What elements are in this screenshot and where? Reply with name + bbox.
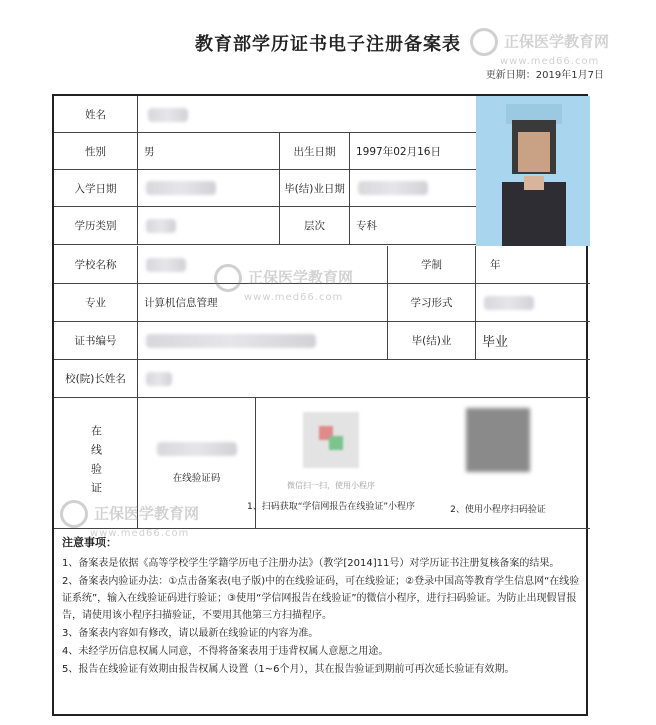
school-label: 学校名称 [54, 246, 138, 283]
watermark: 正保医学教育网 www.med66.com [214, 264, 353, 303]
major-label: 专业 [54, 284, 138, 321]
notes-section [62, 534, 582, 679]
step2-text: 2、使用小程序扫码验证 [450, 505, 546, 515]
birth-label: 出生日期 [280, 133, 350, 169]
cert-no-value [138, 322, 388, 359]
step1-text: 1、扫码获取“学信网报告在线验证”小程序 [246, 502, 416, 512]
enroll-value [138, 170, 280, 206]
president-redacted [146, 372, 172, 386]
edu-type-value [138, 207, 280, 244]
row-president [54, 360, 590, 398]
watermark: 正保医学教育网 www.med66.com [470, 28, 609, 67]
step1-cell [246, 398, 416, 528]
note-item: 2、备案表内验证办法：①点击备案表(电子版)中的在线验证码，可在线验证；②登录中国高等教育学生信息网“在线验证系统”，输入在线验证码进行验证；③使用“学信网报告在线验证”的微信小程序，进行扫码验证。为防止出现假冒报告，请使用该小程序扫描验证，不要用其他第三方扫描程序。 [62, 576, 580, 621]
major-value: 计算机信息管理 [138, 284, 388, 321]
notes-title: 注意事项： [62, 536, 117, 549]
study-form-label: 学习形式 [388, 284, 476, 321]
row-dates [54, 170, 476, 207]
step2-cell [406, 398, 590, 528]
row-edu-type [54, 207, 476, 245]
duration-label: 学制 [388, 246, 476, 283]
verify-qr-icon [466, 408, 530, 472]
study-form-value [476, 284, 590, 321]
note-item: 3、备案表内容如有修改，请以最新在线验证的内容为准。 [62, 628, 319, 639]
grad-date-label: 毕(结)业日期 [280, 170, 350, 206]
row-cert [54, 322, 590, 360]
birth-value: 1997年02月16日 [356, 145, 441, 158]
name-redacted [148, 108, 188, 122]
note-item: 5、报告在线验证有效期由报告权属人设置（1~6个月），其在报告验证到期前可再次延长验证有效期。 [62, 664, 515, 675]
row-gender [54, 133, 476, 170]
note-item: 1、备案表是依据《高等学校学生学籍学历电子注册办法》（教学[2014]11号）对学历证书注册复核备案的结果。 [62, 558, 560, 569]
update-date: 更新日期：2019年1月7日 [485, 70, 604, 81]
grad-label: 毕(结)业 [388, 322, 476, 359]
registration-form [52, 94, 588, 716]
edu-type-label: 学历类别 [54, 207, 138, 244]
gender-label: 性别 [54, 133, 138, 169]
gender-value: 男 [138, 133, 280, 169]
grad-date-value [350, 170, 476, 206]
watermark: 正保医学教育网 www.med66.com [60, 500, 199, 539]
enroll-label: 入学日期 [54, 170, 138, 206]
wechat-hint: 微信扫一扫，使用小程序 [287, 481, 375, 490]
verify-code-caption: 在线验证码 [172, 473, 221, 484]
duration-value: 年 [490, 259, 501, 271]
cert-no-label: 证书编号 [54, 322, 138, 359]
name-label: 姓名 [54, 96, 138, 132]
level-label: 层次 [280, 207, 350, 244]
note-item: 4、未经学历信息权属人同意，不得将备案表用于违背权属人意愿之用途。 [62, 646, 389, 657]
president-label: 校(院)长姓名 [54, 360, 138, 397]
grad-value: 毕业 [482, 335, 509, 350]
miniprogram-qr-icon [303, 412, 359, 468]
level-value: 专科 [356, 220, 377, 232]
document-title: 教育部学历证书电子注册备案表 [195, 34, 461, 55]
verify-label: 在线验证 [54, 398, 138, 528]
student-photo [476, 96, 590, 246]
row-name [54, 96, 476, 133]
